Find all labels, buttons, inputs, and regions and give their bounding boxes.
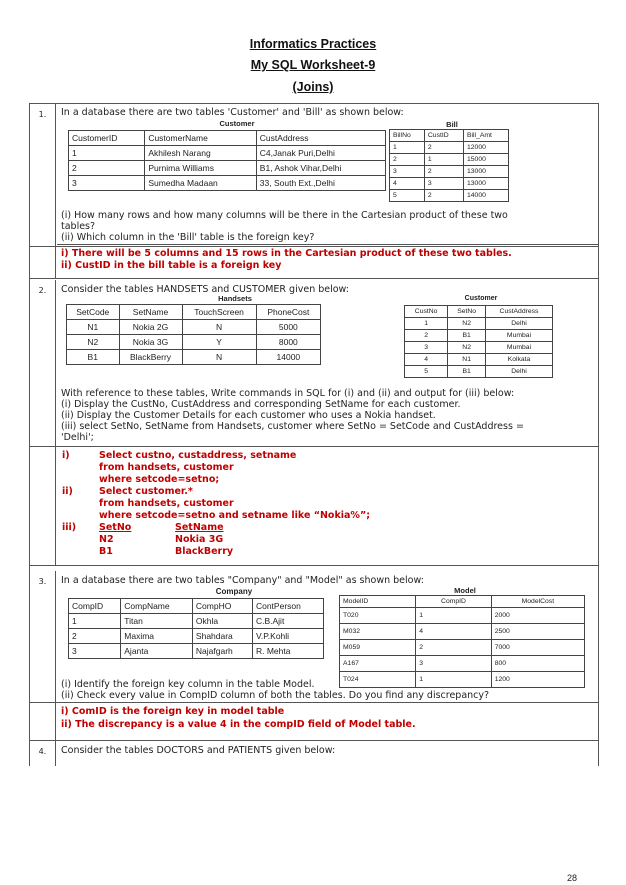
table-cell: N2 [448,318,486,330]
answer-line: ii) The discrepancy is a value 4 in the compID field of Model table. [61,719,416,730]
table-row [405,318,553,330]
table-row [340,640,585,656]
question-line: (i) Identify the foreign key column in the table Model. [61,679,315,690]
column-header: CustAddress [486,306,553,318]
table-cell: 33, South Ext.,Delhi [256,176,385,191]
output-cell: N2 [99,534,114,545]
table-row [69,176,386,191]
table-cell: Maxima [121,629,193,644]
table-caption: Customer [464,295,498,302]
question-line: tables? [61,221,96,232]
question-number: 4. [30,741,56,766]
table-cell: Purnima Williams [145,161,256,176]
question-3 [30,571,598,703]
table-caption: Customer [219,119,255,128]
table-cell: 13000 [464,166,509,178]
table-cell: Mumbai [486,330,553,342]
table-cell: 1200 [491,672,584,688]
table-cell: 14000 [256,350,320,365]
question-2 [30,280,598,447]
table-cell: T024 [340,672,416,688]
table-row [69,629,324,644]
answer-line: Select customer.* [99,486,193,497]
table-row [67,335,321,350]
output-column-header: SetName [175,522,224,533]
column-header: CompID [416,596,491,608]
output-cell: Nokia 3G [175,534,224,545]
table-row [69,614,324,629]
model-table [339,595,585,688]
table-cell: Y [182,335,256,350]
table-cell: 2500 [491,624,584,640]
table-cell: Kolkata [486,354,553,366]
table-cell: 2 [390,154,425,166]
column-header: SetName [119,305,182,320]
column-header: CustomerName [145,131,256,146]
table-cell: Mumbai [486,342,553,354]
table-cell: 2 [69,629,121,644]
table-cell: Akhilesh Narang [145,146,256,161]
customer-table [404,305,553,378]
table-row [340,656,585,672]
table-header-row [405,306,553,318]
table-cell: 5 [390,190,425,202]
question-text: In a database there are two tables 'Customer' and 'Bill' as shown below: [61,107,404,118]
answer-line: i) ComID is the foreign key in model table [61,706,285,717]
table-row [405,342,553,354]
topic-title: (Joins) [292,80,334,94]
table-row [390,190,509,202]
column-header: CustAddress [256,131,385,146]
table-cell: 3 [69,644,121,659]
table-cell: 1 [69,146,145,161]
column-header: ModelID [340,596,416,608]
table-cell: 2 [424,142,463,154]
table-cell: N [182,320,256,335]
table-cell: 1 [424,154,463,166]
answer-line: i) There will be 5 columns and 15 rows in the Cartesian product of these two tables. [61,248,512,259]
answer-label: i) [62,450,70,461]
table-cell: C.B.Ajit [252,614,323,629]
table-cell: 1 [390,142,425,154]
table-cell: B1, Ashok Vihar,Delhi [256,161,385,176]
question-text: Consider the tables HANDSETS and CUSTOMER given below: [61,284,350,295]
table-cell: 2 [69,161,145,176]
table-cell: 3 [390,166,425,178]
answer-label: iii) [62,522,77,533]
question-line: (iii) select SetNo, SetName from Handsets, customer where SetNo = SetCode and CustAddress = [61,421,524,432]
answer-label: ii) [62,486,73,497]
table-cell: N2 [67,335,120,350]
question-line: (i) How many rows and how many columns will be there in the Cartesian product of these two [61,210,508,221]
column-header: SetNo [448,306,486,318]
question-number: 3. [30,571,56,702]
column-header: PhoneCost [256,305,320,320]
table-cell: 4 [390,178,425,190]
output-column-header: SetNo [99,522,132,533]
answer-line: Select custno, custaddress, setname [99,450,297,461]
question-line: (ii) Display the Customer Details for each customer who uses a Nokia handset. [61,410,436,421]
table-cell: 3 [405,342,448,354]
question-text: In a database there are two tables "Company" and "Model" as shown below: [61,575,424,586]
table-cell: 5000 [256,320,320,335]
table-row [390,178,509,190]
table-cell: 1 [416,672,491,688]
column-header: TouchScreen [182,305,256,320]
table-cell: 3 [416,656,491,672]
table-row [405,354,553,366]
answer-line: where setcode=setno; [99,474,220,485]
column-header: CustomerID [69,131,145,146]
table-row [390,166,509,178]
answer-line: where setcode=setno and setname like “Nokia%”; [99,510,370,521]
question-line: 'Delhi'; [61,432,94,443]
table-row [340,672,585,688]
question-line: With reference to these tables, Write commands in SQL for (i) and (ii) and output for (iii) below: [61,388,515,399]
column-header: BillNo [390,130,425,142]
question-line: (ii) Check every value in CompID column of both the tables. Do you find any discrepancy? [61,690,490,701]
table-cell: 15000 [464,154,509,166]
table-row [405,330,553,342]
table-row [405,366,553,378]
table-caption: Bill [446,120,458,129]
table-caption: Handsets [218,294,252,303]
column-header: CompID [69,599,121,614]
table-cell: V.P.Kohli [252,629,323,644]
answer-line: ii) CustID in the bill table is a foreign key [61,260,282,271]
column-header: Bill_Amt [464,130,509,142]
table-cell: 2 [424,166,463,178]
table-cell: M059 [340,640,416,656]
column-header: CustID [424,130,463,142]
table-cell: N1 [448,354,486,366]
answer-line: from handsets, customer [99,462,234,473]
column-header: ModelCost [491,596,584,608]
question-number: 2. [30,280,56,446]
table-row [69,146,386,161]
column-header: CompName [121,599,193,614]
table-cell: B1 [448,330,486,342]
question-text: Consider the tables DOCTORS and PATIENTS given below: [61,745,336,756]
table-cell: 1 [416,608,491,624]
table-cell: 13000 [464,178,509,190]
table-cell: B1 [67,350,120,365]
table-cell: 8000 [256,335,320,350]
table-caption: Company [215,587,253,596]
bill-table [389,129,509,202]
table-cell: 3 [69,176,145,191]
table-cell: 3 [424,178,463,190]
table-cell: N1 [67,320,120,335]
column-header: ContPerson [252,599,323,614]
table-row [67,320,321,335]
table-cell: 2000 [491,608,584,624]
table-cell: 7000 [491,640,584,656]
subject-title: Informatics Practices [249,37,377,51]
table-cell: Najafgarh [192,644,252,659]
column-header: CompHO [192,599,252,614]
company-table [68,598,324,659]
question-1 [30,104,598,247]
table-cell: Nokia 3G [119,335,182,350]
table-cell: N2 [448,342,486,354]
handsets-table [66,304,321,365]
column-header: SetCode [67,305,120,320]
table-row [69,161,386,176]
question-4 [30,741,598,766]
question-table [29,103,599,766]
table-cell: 2 [424,190,463,202]
answer-3 [30,702,598,741]
table-cell: Sumedha Madaan [145,176,256,191]
table-cell: Delhi [486,318,553,330]
table-row [390,142,509,154]
table-cell: Shahdara [192,629,252,644]
table-row [67,350,321,365]
table-cell: A167 [340,656,416,672]
table-cell: Nokia 2G [119,320,182,335]
table-cell: C4,Janak Puri,Delhi [256,146,385,161]
table-header-row [390,130,509,142]
table-cell: 4 [405,354,448,366]
table-cell: T020 [340,608,416,624]
table-cell: 2 [416,640,491,656]
table-cell: Titan [121,614,193,629]
table-cell: Ajanta [121,644,193,659]
table-cell: Okhla [192,614,252,629]
table-cell: BlackBerry [119,350,182,365]
table-cell: 1 [405,318,448,330]
table-cell: 2 [405,330,448,342]
table-cell: 14000 [464,190,509,202]
table-row [390,154,509,166]
question-number: 1. [30,104,56,246]
table-header-row [69,131,386,146]
answer-line: from handsets, customer [99,498,234,509]
table-caption: Model [454,586,476,595]
table-row [340,624,585,640]
table-cell: N [182,350,256,365]
customer-table [68,130,386,191]
table-cell: 5 [405,366,448,378]
table-row [69,644,324,659]
column-header: CustNo [405,306,448,318]
table-row [340,608,585,624]
output-cell: B1 [99,546,113,557]
output-cell: BlackBerry [175,546,234,557]
table-cell: Delhi [486,366,553,378]
table-cell: 4 [416,624,491,640]
question-line: (ii) Which column in the 'Bill' table is the foreign key? [61,232,315,243]
table-cell: M032 [340,624,416,640]
page-number: 28 [567,873,578,883]
table-header-row [67,305,321,320]
table-cell: R. Mehta [252,644,323,659]
table-header-row [340,596,585,608]
answer-1 [30,246,598,279]
table-cell: 800 [491,656,584,672]
table-cell: B1 [448,366,486,378]
table-cell: 12000 [464,142,509,154]
table-cell: 1 [69,614,121,629]
answer-2 [30,446,598,566]
table-header-row [69,599,324,614]
worksheet-title: My SQL Worksheet-9 [250,58,376,72]
question-line: (i) Display the CustNo, CustAddress and corresponding SetName for each customer. [61,399,461,410]
